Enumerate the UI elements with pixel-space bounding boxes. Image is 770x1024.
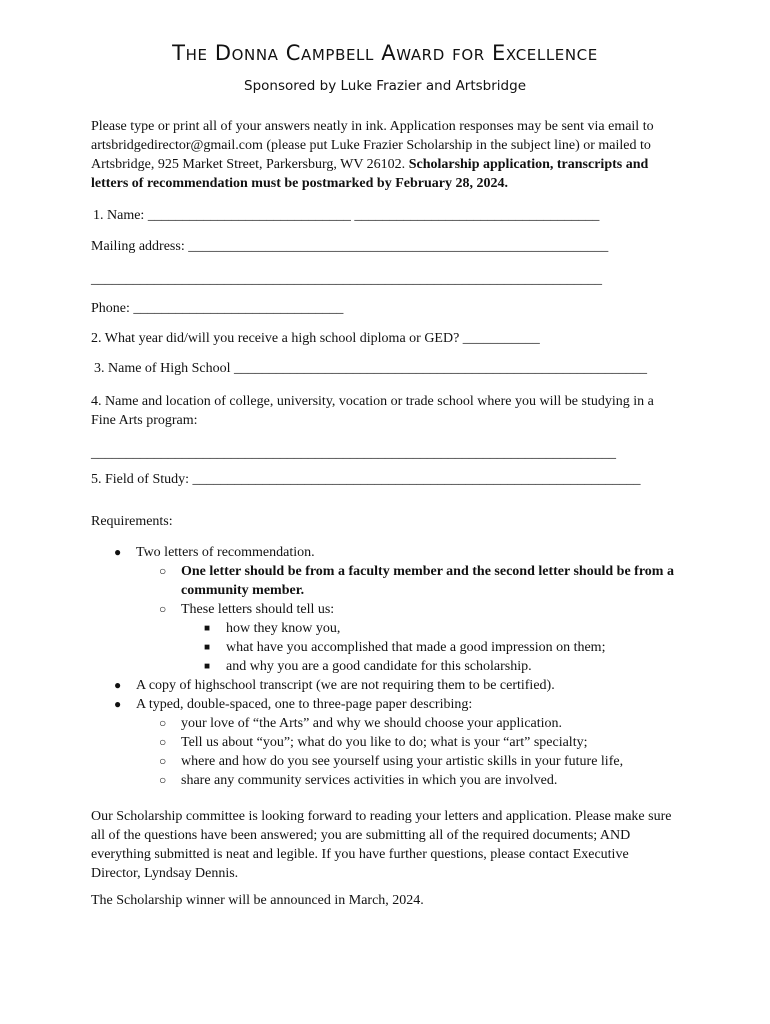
circle-marker: ○ bbox=[159, 735, 167, 749]
circle-marker: ○ bbox=[159, 754, 167, 768]
field-of-study-field[interactable]: 5. Field of Study: ________________________________________________________________ bbox=[91, 472, 641, 487]
bullet-marker: ● bbox=[114, 545, 122, 559]
circle-marker: ○ bbox=[159, 564, 167, 578]
mailing-address-line2[interactable]: _________________________________________________________________________ bbox=[91, 272, 602, 287]
intro-paragraph bbox=[91, 117, 681, 193]
page-subtitle: Sponsored by Luke Frazier and Artsbridge bbox=[244, 78, 526, 94]
square-marker: ■ bbox=[204, 661, 211, 672]
list-item: ○ share any community services activities in which you are involved. bbox=[159, 773, 558, 788]
announcement-text: The Scholarship winner will be announced in March, 2024. bbox=[91, 893, 424, 908]
high-school-field[interactable]: 3. Name of High School ___________________________________________________________ bbox=[94, 361, 647, 376]
list-item: ○ where and how do you see yourself using your artistic skills in your future life, bbox=[159, 754, 624, 769]
intro-deadline: Scholarship application, transcripts and letters of recommendation must be postmarked by February 28, 2024. bbox=[91, 157, 649, 191]
list-item: ● Two letters of recommendation. bbox=[114, 545, 315, 560]
requirements-list bbox=[91, 543, 681, 790]
name-field[interactable]: 1. Name: _____________________________ ___________________________________ bbox=[93, 208, 600, 223]
list-item: ● A typed, double-spaced, one to three-page paper describing: bbox=[114, 697, 473, 712]
list-item: ○ your love of “the Arts” and why we should choose your application. bbox=[159, 716, 563, 731]
circle-marker: ○ bbox=[159, 716, 167, 730]
circle-marker: ○ bbox=[159, 602, 167, 616]
requirements-heading: Requirements: bbox=[91, 514, 173, 529]
list-item: ■ what have you accomplished that made a good impression on them; bbox=[204, 640, 606, 655]
bullet-marker: ● bbox=[114, 697, 122, 711]
square-marker: ■ bbox=[204, 642, 211, 653]
circle-marker: ○ bbox=[159, 773, 167, 787]
list-item: ● A copy of highschool transcript (we are not requiring them to be certified). bbox=[114, 678, 555, 693]
mailing-address-field[interactable]: Mailing address: ____________________________________________________________ bbox=[91, 239, 609, 254]
page-title: The Donna Campbell Award for Excellence bbox=[172, 41, 598, 65]
diploma-year-field[interactable]: 2. What year did/will you receive a high school diploma or GED? ___________ bbox=[91, 331, 540, 346]
list-item: ○ These letters should tell us: bbox=[159, 602, 335, 617]
bullet-marker: ● bbox=[114, 678, 122, 692]
phone-field[interactable]: Phone: ______________________________ bbox=[91, 301, 344, 316]
college-question: 4. Name and location of college, university, vocation or trade school where you will be studying in a Fine Arts program: bbox=[91, 394, 654, 428]
college-answer-line[interactable]: ___________________________________________________________________________ bbox=[91, 446, 616, 461]
square-marker: ■ bbox=[204, 623, 211, 634]
intro-text: Please type or print all of your answers neatly in ink. Application responses may be sent via email to artsbridgedirector@gmail.com (please put Luke Frazier Scholarship in the subject line) or mailed to Artsbridge, 925 Market Street, Parkersburg, WV 26102. bbox=[91, 119, 654, 172]
closing-paragraph: Our Scholarship committee is looking forward to reading your letters and application. Please make sure all of the questions have been answered; you are submitting all of the required documents; AND everything submitted is neat and legible. If you have further questions, please contact Executive Director, Lyndsay Dennis. bbox=[91, 809, 672, 881]
list-item: ○ Tell us about “you”; what do you like to do; what is your “art” specialty; bbox=[159, 735, 588, 750]
list-item: ■ how they know you, bbox=[204, 621, 341, 636]
list-item: ■ and why you are a good candidate for this scholarship. bbox=[204, 659, 532, 674]
list-item: ○ One letter should be from a faculty member and the second letter should be from a community member. bbox=[159, 564, 674, 598]
